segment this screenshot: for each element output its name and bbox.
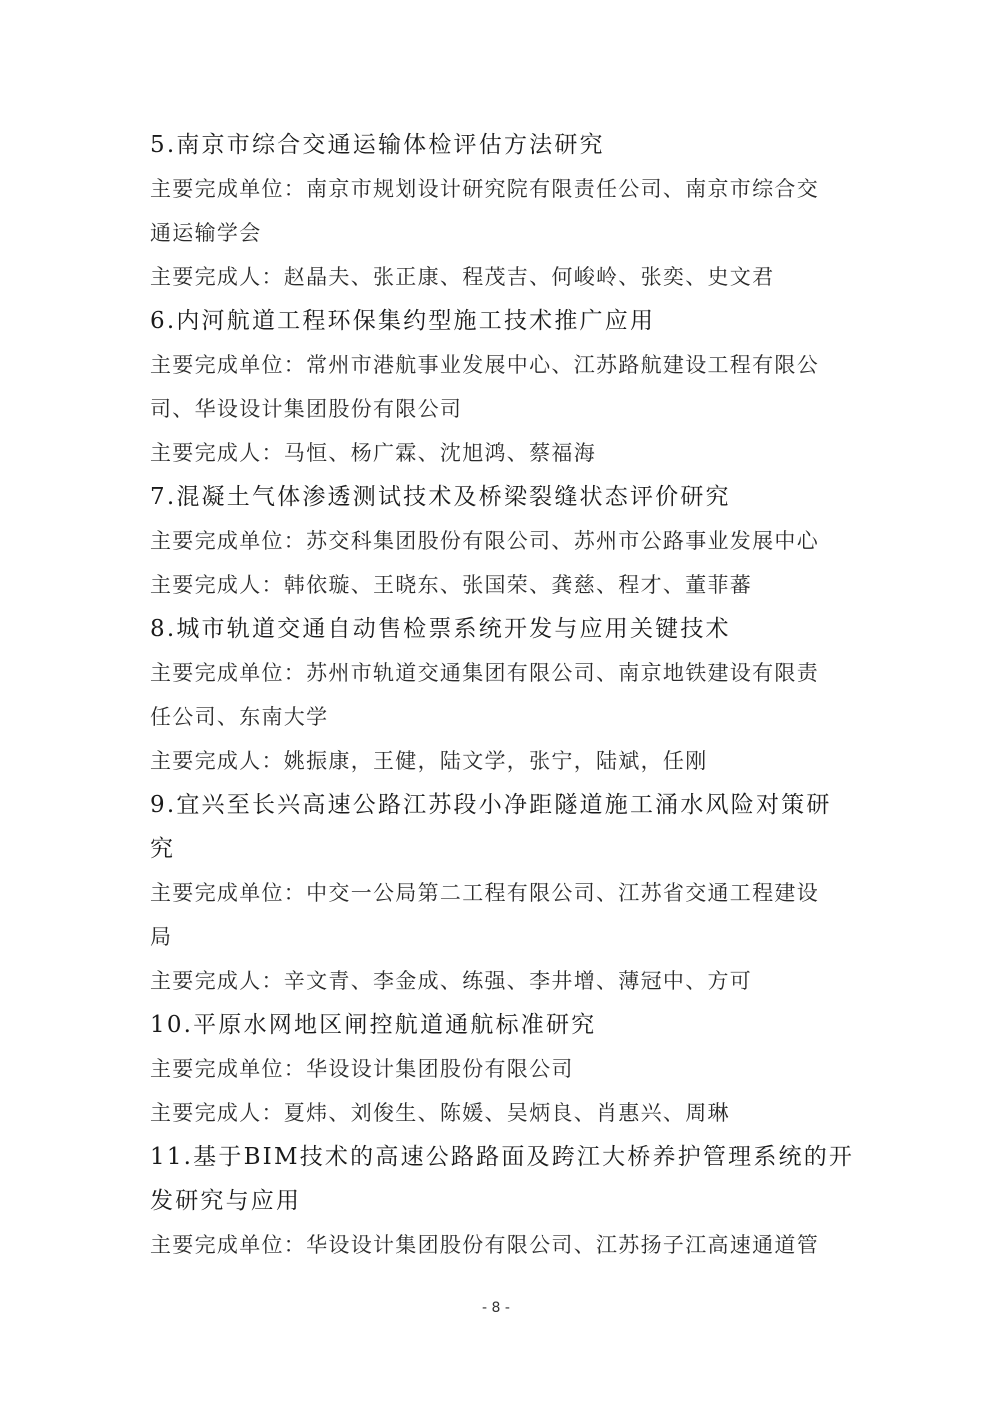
completing-persons: 主要完成人：夏炜、刘俊生、陈媛、吴炳良、肖惠兴、周琳 — [150, 1101, 730, 1125]
completing-units: 主要完成单位：中交一公局第二工程有限公司、江苏省交通工程建设 — [150, 881, 819, 905]
item-title: 11.基于BIM技术的高速公路路面及跨江大桥养护管理系统的开 — [150, 1144, 855, 1170]
completing-persons: 主要完成人：姚振康，王健，陆文学，张宁，陆斌，任刚 — [150, 749, 708, 773]
item-title-continued: 发研究与应用 — [150, 1188, 302, 1214]
completing-persons: 主要完成人：马恒、杨广霖、沈旭鸿、蔡福海 — [150, 441, 596, 465]
item-title: 6.内河航道工程环保集约型施工技术推广应用 — [150, 308, 656, 334]
completing-units: 主要完成单位：苏州市轨道交通集团有限公司、南京地铁建设有限责 — [150, 661, 819, 685]
award-item — [150, 299, 850, 475]
page-number: - 8 - — [482, 1300, 510, 1316]
item-title: 10.平原水网地区闸控航道通航标准研究 — [150, 1012, 597, 1038]
item-title: 9.宜兴至长兴高速公路江苏段小净距隧道施工涌水风险对策研 — [150, 792, 832, 818]
item-title-continued: 究 — [150, 836, 176, 862]
item-title: 5.南京市综合交通运输体检评估方法研究 — [150, 132, 605, 158]
completing-persons: 主要完成人：辛文青、李金成、练强、李井增、薄冠中、方可 — [150, 969, 753, 993]
completing-units-continued: 局 — [150, 925, 173, 949]
item-title: 8.城市轨道交通自动售检票系统开发与应用关键技术 — [150, 616, 731, 642]
award-item — [150, 475, 850, 607]
award-item — [150, 783, 850, 1003]
completing-units-continued: 通运输学会 — [150, 221, 262, 245]
document-body — [150, 123, 855, 1267]
completing-units-continued: 司、华设设计集团股份有限公司 — [150, 397, 463, 421]
completing-persons: 主要完成人：赵晶夫、张正康、程茂吉、何峻岭、张奕、史文君 — [150, 265, 775, 289]
item-title: 7.混凝土气体渗透测试技术及桥梁裂缝状态评价研究 — [150, 484, 731, 510]
award-item — [150, 1135, 855, 1267]
completing-units: 主要完成单位：华设设计集团股份有限公司、江苏扬子江高速通道管 — [150, 1233, 819, 1257]
completing-units-continued: 任公司、东南大学 — [150, 705, 329, 729]
completing-units: 主要完成单位：南京市规划设计研究院有限责任公司、南京市综合交 — [150, 177, 819, 201]
award-item — [150, 1003, 850, 1135]
completing-units: 主要完成单位：苏交科集团股份有限公司、苏州市公路事业发展中心 — [150, 529, 819, 553]
completing-units: 主要完成单位：华设设计集团股份有限公司 — [150, 1057, 574, 1081]
completing-persons: 主要完成人：韩依璇、王晓东、张国荣、龚慈、程才、董菲蕃 — [150, 573, 753, 597]
award-item — [150, 607, 850, 783]
completing-units: 主要完成单位：常州市港航事业发展中心、江苏路航建设工程有限公 — [150, 353, 819, 377]
award-item — [150, 123, 850, 299]
